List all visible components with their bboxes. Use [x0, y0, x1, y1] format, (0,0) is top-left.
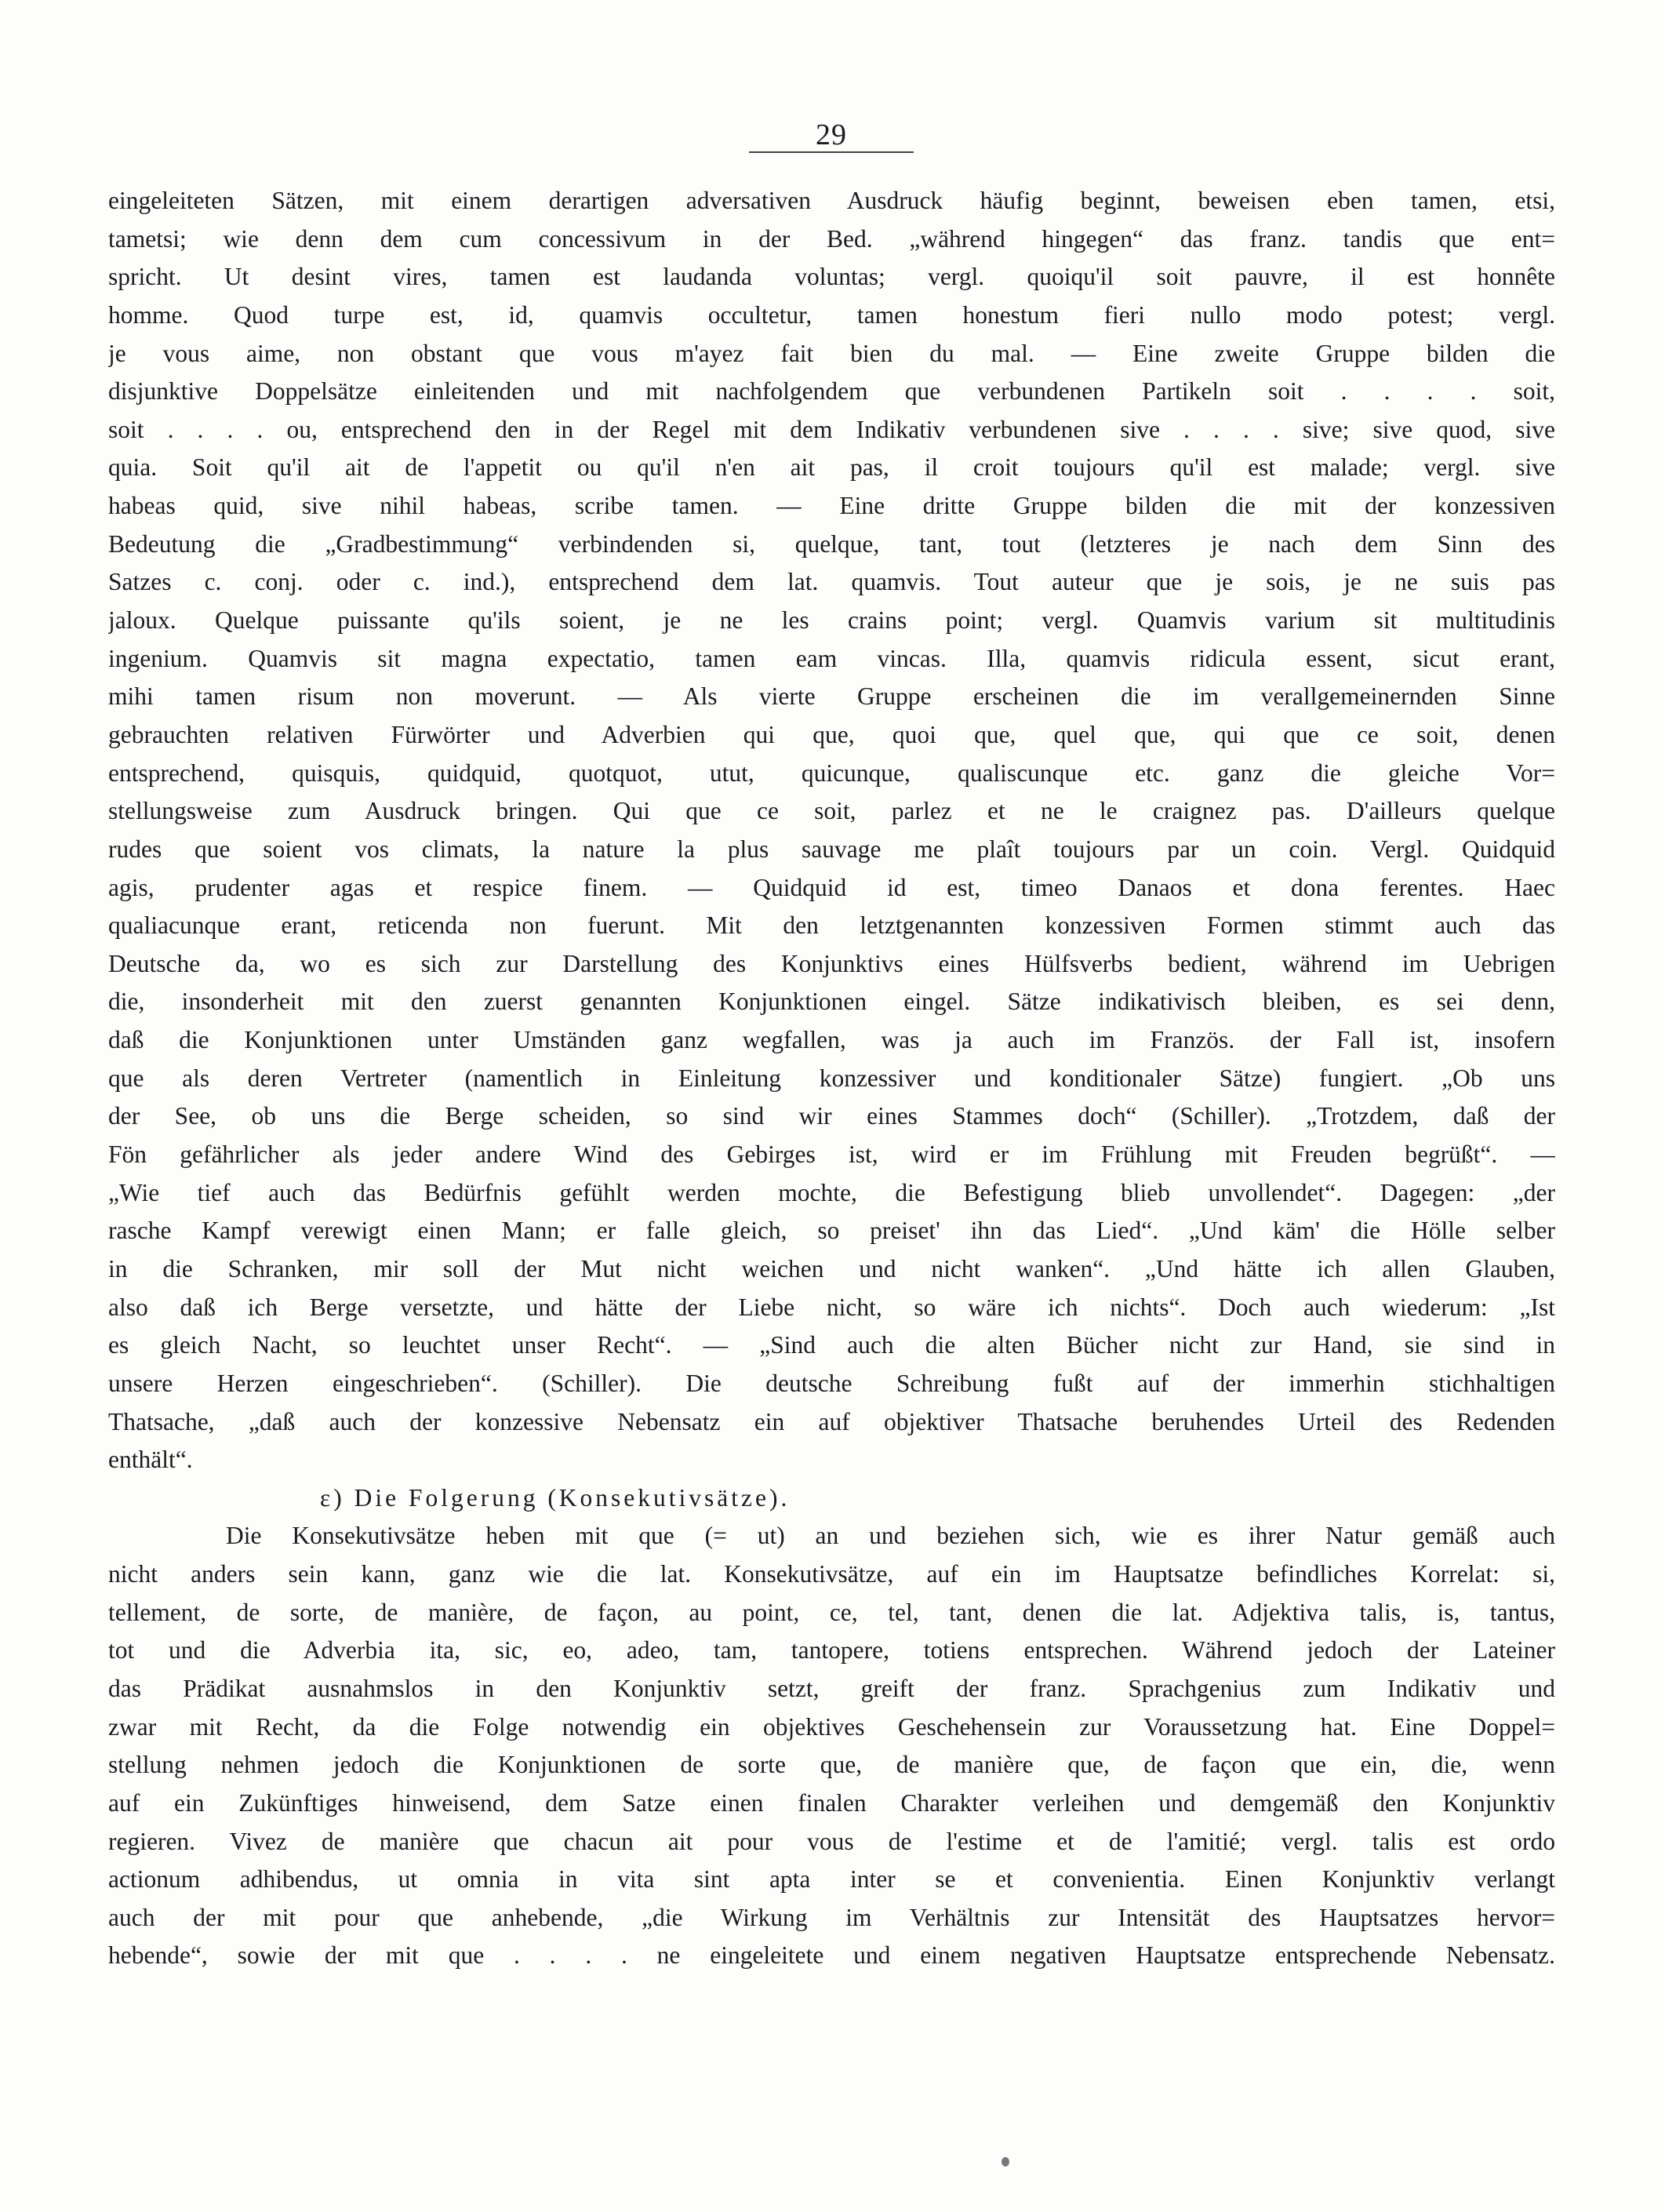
body-text [108, 182, 1555, 1975]
text-line: das Prädikat ausnahmslos in den Konjunktiv setzt, greift der franz. Sprachgenius zum Indikativ und [108, 1674, 1555, 1702]
text-line: regieren. Vivez de manière que chacun ait pour vous de l'estime et de l'amitié; vergl. talis est ordo [108, 1827, 1555, 1855]
text-line: stellungsweise zum Ausdruck bringen. Qui que ce soit, parlez et ne le craignez pas. D'ailleurs quelque [108, 797, 1555, 825]
page-number-rule [749, 151, 914, 153]
text-line: quia. Soit qu'il ait de l'appetit ou qu'il n'en ait pas, il croit toujours qu'il est malade; vergl. sive [108, 453, 1555, 482]
page-number: 29 [816, 118, 847, 151]
text-line: rasche Kampf verewigt einen Mann; er falle gleich, so preiset' ihn das Lied“. „Und käm' die Hölle selber [108, 1217, 1555, 1245]
text-line: zwar mit Recht, da die Folge notwendig ein objektives Geschehensein zur Voraussetzung hat. Eine Doppel= [108, 1712, 1555, 1741]
text-line: qualiacunque erant, reticenda non fuerunt. Mit den letztgenannten konzessiven Formen stimmt auch das [108, 911, 1555, 940]
text-line: eingeleiteten Sätzen, mit einem derartigen adversativen Ausdruck häufig beginnt, beweisen eben tamen, etsi, [108, 187, 1555, 214]
ink-speck [1002, 2157, 1009, 2167]
text-line: tametsi; wie denn dem cum concessivum in der Bed. „während hingegen“ das franz. tandis que ent= [108, 224, 1555, 253]
text-line: unsere Herzen eingeschrieben“. (Schiller). Die deutsche Schreibung fußt auf der immerhin stichhaltigen [108, 1369, 1555, 1397]
text-line: ingenium. Quamvis sit magna expectatio, tamen eam vincas. Illa, quamvis ridicula essent, sicut erant, [108, 644, 1555, 672]
text-line: tellement, de sorte, de manière, de façon, au point, ce, tel, tant, denen die lat. Adjektiva talis, is, tantus, [108, 1598, 1555, 1626]
text-line: rudes que soient vos climats, la nature la plus sauvage me plaît toujours par un coin. Vergl. Quidquid [108, 835, 1555, 863]
text-line: in die Schranken, mir soll der Mut nicht weichen und nicht wanken“. „Und hätte ich allen Glauben, [108, 1254, 1555, 1282]
section-heading: ε) Die Folgerung (Konsekutivsätze). [320, 1483, 791, 1512]
text-line: „Wie tief auch das Bedürfnis gefühlt werden mochte, die Befestigung blieb unvollendet“. Dagegen: „der [108, 1178, 1555, 1206]
text-line: auch der mit pour que anhebende, „die Wirkung im Verhältnis zur Intensität des Hauptsatzes hervor= [108, 1903, 1555, 1931]
text-line: nicht anders sein kann, ganz wie die lat. Konsekutivsätze, auf ein im Hauptsatze befindliches Korrelat: si, [108, 1560, 1555, 1588]
text-line: hebende“, sowie der mit que . . . . ne eingeleitete und einem negativen Hauptsatze entsprechende Nebensatz. [108, 1941, 1555, 1970]
text-line: Thatsache, „daß auch der konzessive Nebensatz ein auf objektiver Thatsache beruhendes Urteil des Redenden [108, 1407, 1555, 1435]
text-line: Die Konsekutivsätze heben mit que (= ut) an und beziehen sich, wie es ihrer Natur gemäß auch [226, 1522, 1555, 1550]
text-line: enthält“. [108, 1446, 193, 1474]
text-line: auf ein Zukünftiges hinweisend, dem Satze einen finalen Charakter verleihen und demgemäß den Konjunktiv [108, 1788, 1555, 1817]
text-line: soit . . . . ou, entsprechend den in der Regel mit dem Indikativ verbundenen sive . . . . sive; sive quod, sive [108, 415, 1555, 443]
text-line: actionum adhibendus, ut omnia in vita sint apta inter se et convenientia. Einen Konjunktiv verlangt [108, 1865, 1555, 1894]
text-line: disjunktive Doppelsätze einleitenden und mit nachfolgendem que verbundenen Partikeln soit . . . . soit, [108, 377, 1555, 406]
text-line: der See, ob uns die Berge scheiden, so sind wir eines Stammes doch“ (Schiller). „Trotzdem, daß der [108, 1102, 1555, 1130]
text-line: die, insonderheit mit den zuerst genannten Konjunktionen eingel. Sätze indikativisch bleiben, es sei denn, [108, 988, 1555, 1016]
text-line: daß die Konjunktionen unter Umständen ganz wegfallen, was ja auch im Französ. der Fall ist, insofern [108, 1026, 1555, 1054]
text-line: stellung nehmen jedoch die Konjunktionen de sorte que, de manière que, de façon que ein, die, wenn [108, 1751, 1555, 1779]
text-line: je vous aime, non obstant que vous m'ayez fait bien du mal. — Eine zweite Gruppe bilden die [108, 339, 1555, 367]
text-line: habeas quid, sive nihil habeas, scribe tamen. — Eine dritte Gruppe bilden die mit der konzessiven [108, 492, 1555, 520]
text-line: Bedeutung die „Gradbestimmung“ verbindenden si, quelque, tant, tout (letzteres je nach dem Sinn des [108, 529, 1555, 558]
text-line: Satzes c. conj. oder c. ind.), entsprechend dem lat. quamvis. Tout auteur que je sois, je ne suis pas [108, 568, 1555, 596]
text-line: es gleich Nacht, so leuchtet unser Recht“. — „Sind auch die alten Bücher nicht zur Hand, sie sind in [108, 1331, 1555, 1359]
text-line: jaloux. Quelque puissante qu'ils soient, je ne les crains point; vergl. Quamvis varium sit multitudinis [108, 606, 1555, 635]
text-line: Fön gefährlicher als jeder andere Wind des Gebirges ist, wird er im Frühlung mit Freuden begrüßt“. — [108, 1141, 1555, 1169]
text-line: spricht. Ut desint vires, tamen est laudanda voluntas; vergl. quoiqu'il soit pauvre, il est honnête [108, 263, 1555, 291]
text-line: gebrauchten relativen Fürwörter und Adverbien qui que, quoi que, quel que, qui que ce soit, denen [108, 720, 1555, 748]
text-line: agis, prudenter agas et respice finem. — Quidquid id est, timeo Danaos et dona ferentes. Haec [108, 873, 1555, 901]
text-line: mihi tamen risum non moverunt. — Als vierte Gruppe erscheinen die im verallgemeinernden Sinne [108, 682, 1555, 711]
text-line: homme. Quod turpe est, id, quamvis occultetur, tamen honestum fieri nullo modo potest; vergl. [108, 300, 1555, 329]
text-line: tot und die Adverbia ita, sic, eo, adeo, tam, tantopere, totiens entsprechen. Während jedoch der Lateiner [108, 1636, 1555, 1664]
text-line: also daß ich Berge versetzte, und hätte der Liebe nicht, so wäre ich nichts“. Doch auch wiederum: „Ist [108, 1293, 1555, 1321]
text-line: que als deren Vertreter (namentlich in Einleitung konzessiver und konditionaler Sätze) fungiert. „Ob uns [108, 1064, 1555, 1092]
text-line: entsprechend, quisquis, quidquid, quotquot, utut, quicunque, qualiscunque etc. ganz die gleiche Vor= [108, 759, 1555, 787]
text-line: Deutsche da, wo es sich zur Darstellung des Konjunktivs eines Hülfsverbs bedient, während im Uebrigen [108, 949, 1555, 977]
